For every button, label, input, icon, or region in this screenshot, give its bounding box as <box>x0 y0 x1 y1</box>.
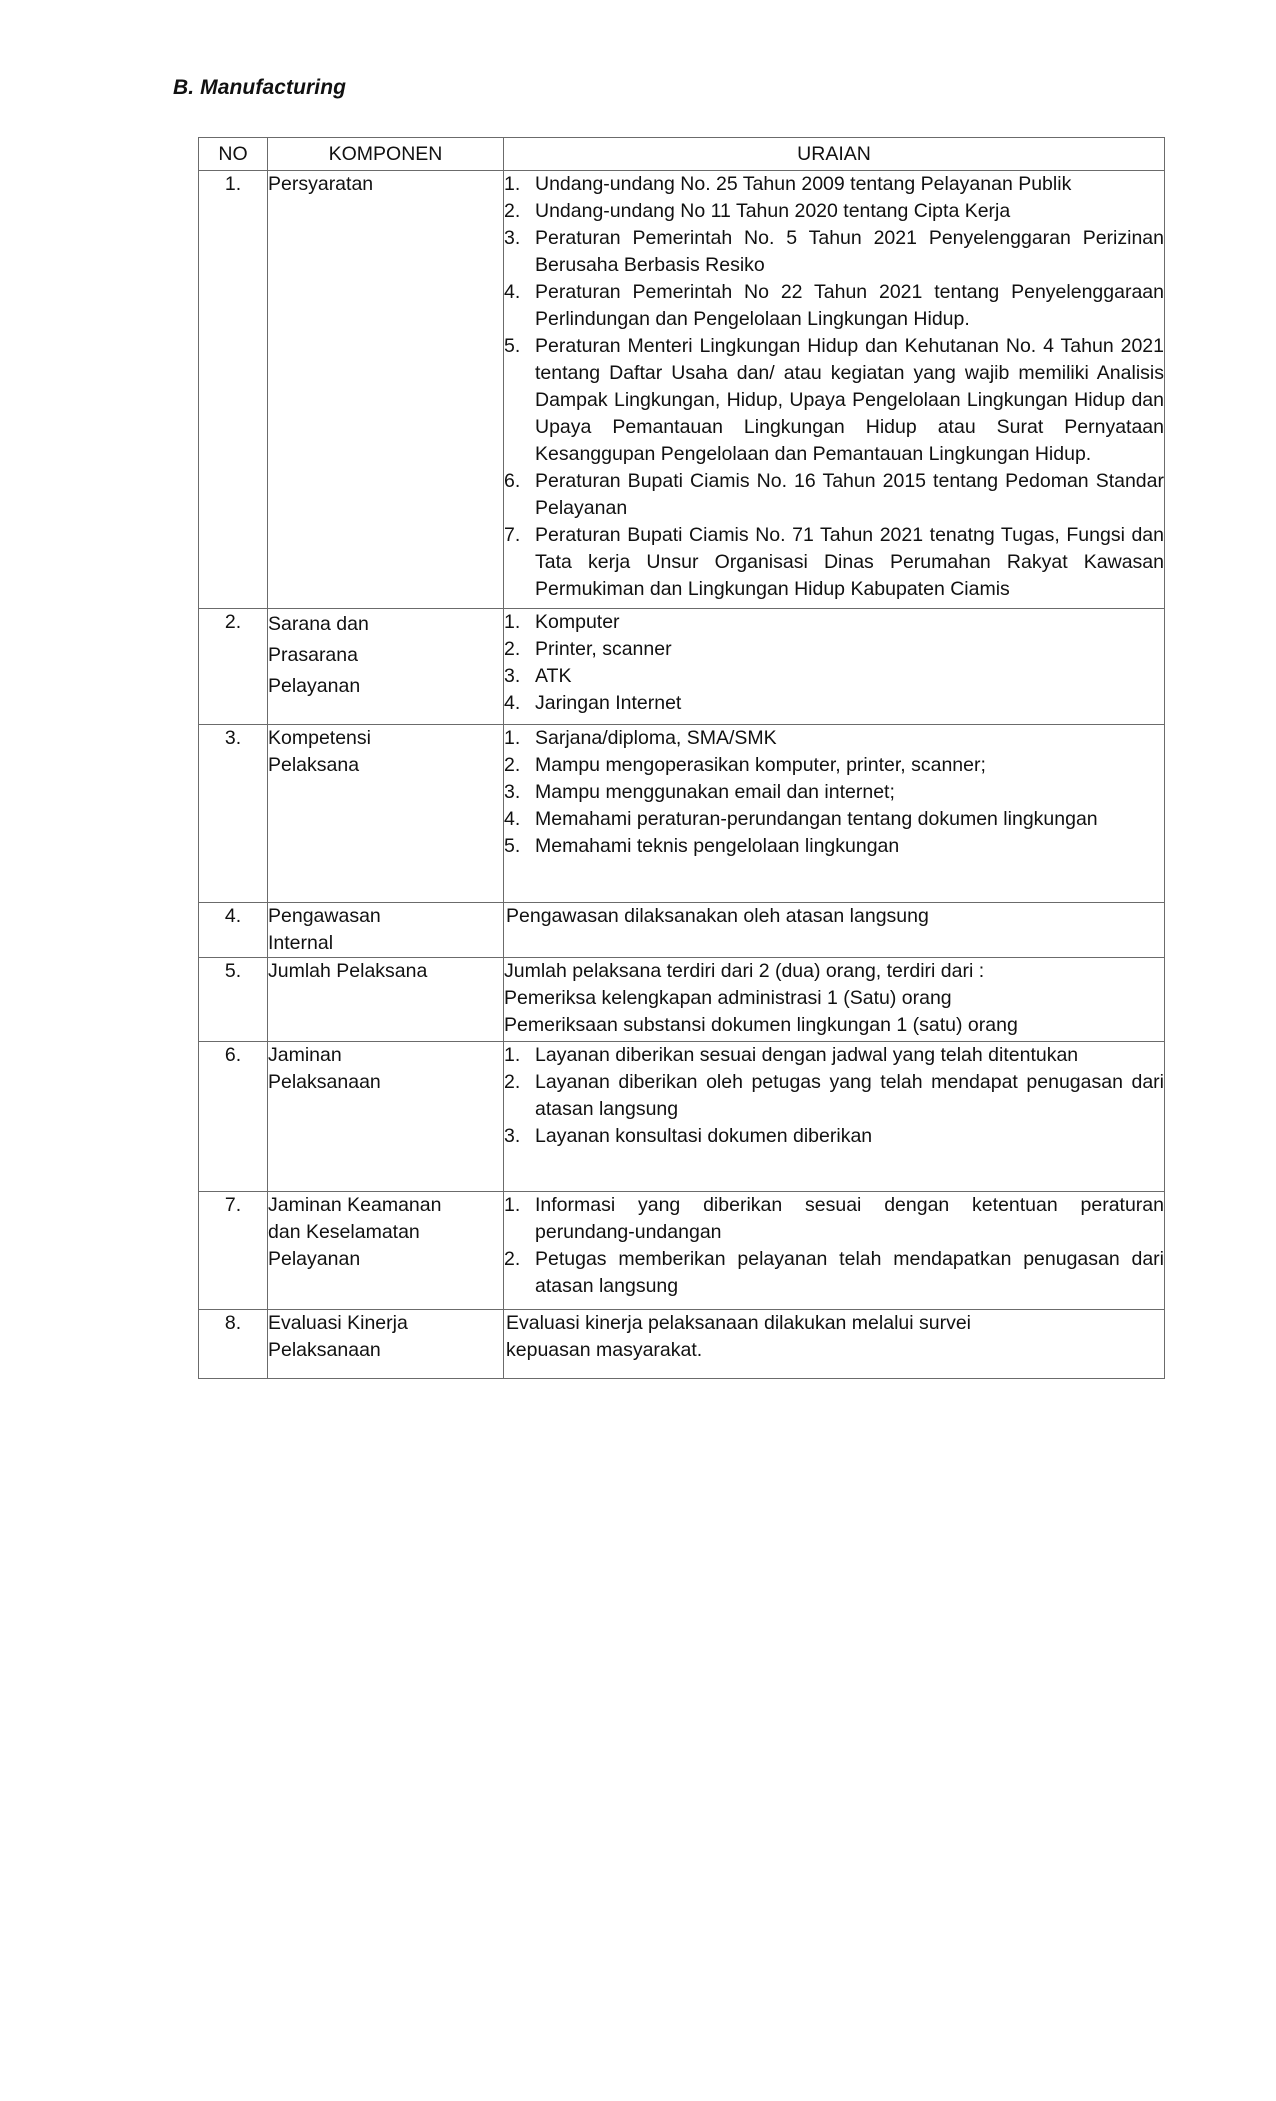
header-komponen: KOMPONEN <box>268 138 504 171</box>
komponen-line: Prasarana <box>268 644 358 666</box>
list-item-number: 2. <box>504 638 521 660</box>
list-item <box>504 333 1164 468</box>
komponen-line: Pelayanan <box>268 675 361 697</box>
list-item-text: Informasi yang diberikan sesuai dengan ketentuan peraturan perundang-undangan <box>535 1194 1164 1243</box>
list-item-number: 3. <box>504 665 521 687</box>
table-row <box>199 1310 1165 1379</box>
komponen-line: Pelaksanaan <box>268 1071 381 1093</box>
list-item-text: Undang-undang No. 25 Tahun 2009 tentang Pelayanan Publik <box>535 173 1072 195</box>
row-number: 2. <box>199 609 268 725</box>
list-item <box>504 225 1164 279</box>
row-number: 3. <box>199 725 268 903</box>
list-item-number: 1. <box>504 173 521 195</box>
komponen-cell <box>268 903 504 958</box>
list-item <box>504 1123 1164 1150</box>
komponen-cell <box>268 725 504 903</box>
uraian-line: Pemeriksaan substansi dokumen lingkungan 1 (satu) orang <box>504 1014 1018 1036</box>
row-number: 1. <box>199 171 268 609</box>
komponen-line: Jaminan Keamanan <box>268 1194 442 1216</box>
row-number: 5. <box>199 958 268 1042</box>
uraian-cell <box>504 171 1165 609</box>
list-item-text: Printer, scanner <box>535 638 672 660</box>
list-item-number: 2. <box>504 200 521 222</box>
row-number: 4. <box>199 903 268 958</box>
table-row <box>199 903 1165 958</box>
list-item-text: Jaringan Internet <box>535 692 682 714</box>
komponen-line: Pelayanan <box>268 1248 361 1270</box>
komponen-line: Jumlah Pelaksana <box>268 960 428 982</box>
uraian-line: Evaluasi kinerja pelaksanaan dilakukan melalui survei <box>506 1312 972 1334</box>
list-item <box>504 609 1164 636</box>
list-item-number: 1. <box>504 1044 521 1066</box>
list-item <box>504 198 1164 225</box>
list-item <box>504 636 1164 663</box>
list-item <box>504 752 1164 779</box>
uraian-line: kepuasan masyarakat. <box>506 1339 703 1361</box>
table-body <box>199 171 1165 1379</box>
uraian-cell <box>504 1042 1165 1192</box>
list-item-text: Layanan diberikan oleh petugas yang telah mendapat penugasan dari atasan langsung <box>535 1071 1164 1120</box>
list-item-number: 5. <box>504 335 521 357</box>
list-item-text: Mampu menggunakan email dan internet; <box>535 781 895 803</box>
list-item <box>504 663 1164 690</box>
list-item-text: Peraturan Menteri Lingkungan Hidup dan Kehutanan No. 4 Tahun 2021 tentang Daftar Usaha dan/ atau kegiatan yang wajib memiliki Analisis Dampak Lingkungan, Hidup, Upaya Pengelolaan Lingkungan Hidup dan Upaya Pemantauan Lingkungan Hidup atau Surat Pernyataan Kesanggupan Pengelolaan dan Pemantauan Lingkungan Hidup. <box>535 335 1164 465</box>
komponen-cell <box>268 171 504 609</box>
list-item-text: Peraturan Pemerintah No 22 Tahun 2021 tentang Penyelenggaraan Perlindungan dan Pengelolaan Lingkungan Hidup. <box>535 281 1164 330</box>
list-item <box>504 1042 1164 1069</box>
komponen-cell <box>268 958 504 1042</box>
list-item-number: 2. <box>504 1071 521 1093</box>
komponen-line: Persyaratan <box>268 173 374 195</box>
list-item-text: Memahami peraturan-perundangan tentang dokumen lingkungan <box>535 808 1098 830</box>
list-item <box>504 833 1164 860</box>
list-item <box>504 468 1164 522</box>
table-header-row <box>199 138 1165 171</box>
row-number: 7. <box>199 1192 268 1310</box>
komponen-cell <box>268 609 504 725</box>
list-item <box>504 1246 1164 1300</box>
list-item-number: 1. <box>504 611 521 633</box>
table-row <box>199 609 1165 725</box>
list-item <box>504 171 1164 198</box>
komponen-cell <box>268 1310 504 1379</box>
service-standard-table <box>198 137 1165 1379</box>
list-item-number: 4. <box>504 281 521 303</box>
list-item-text: Petugas memberikan pelayanan telah mendapatkan penugasan dari atasan langsung <box>535 1248 1164 1297</box>
list-item <box>504 1192 1164 1246</box>
komponen-line: Pelaksanaan <box>268 1339 381 1361</box>
list-item-number: 7. <box>504 524 521 546</box>
uraian-line: Pengawasan dilaksanakan oleh atasan langsung <box>506 905 929 927</box>
komponen-line: Kompetensi <box>268 727 371 749</box>
list-item-number: 2. <box>504 754 521 776</box>
list-item-text: Sarjana/diploma, SMA/SMK <box>535 727 777 749</box>
komponen-line: Internal <box>268 932 334 954</box>
list-item-text: Memahami teknis pengelolaan lingkungan <box>535 835 900 857</box>
uraian-list <box>504 1042 1164 1150</box>
list-item-text: Mampu mengoperasikan komputer, printer, scanner; <box>535 754 986 776</box>
list-item-text: Peraturan Bupati Ciamis No. 71 Tahun 2021 tenatng Tugas, Fungsi dan Tata kerja Unsur Organisasi Dinas Perumahan Rakyat Kawasan Permukiman dan Lingkungan Hidup Kabupaten Ciamis <box>535 524 1164 600</box>
list-item-text: Peraturan Pemerintah No. 5 Tahun 2021 Penyelenggaran Perizinan Berusaha Berbasis Resiko <box>535 227 1164 276</box>
komponen-line: Sarana dan <box>268 613 369 635</box>
list-item-number: 3. <box>504 781 521 803</box>
uraian-cell <box>504 609 1165 725</box>
uraian-line: Pemeriksa kelengkapan administrasi 1 (Satu) orang <box>504 987 952 1009</box>
table-row <box>199 1192 1165 1310</box>
komponen-line: Pelaksana <box>268 754 360 776</box>
table-row <box>199 171 1165 609</box>
komponen-cell <box>268 1042 504 1192</box>
list-item-number: 2. <box>504 1248 521 1270</box>
uraian-cell <box>504 1310 1165 1379</box>
list-item <box>504 522 1164 603</box>
list-item-number: 6. <box>504 470 521 492</box>
list-item <box>504 725 1164 752</box>
table-row <box>199 958 1165 1042</box>
list-item-text: Undang-undang No 11 Tahun 2020 tentang Cipta Kerja <box>535 200 1011 222</box>
list-item-number: 1. <box>504 1194 521 1216</box>
list-item <box>504 1069 1164 1123</box>
list-item-text: Komputer <box>535 611 620 633</box>
table-row <box>199 725 1165 903</box>
list-item-text: ATK <box>535 665 572 687</box>
uraian-list <box>504 1192 1164 1300</box>
list-item-number: 4. <box>504 808 521 830</box>
list-item-text: Peraturan Bupati Ciamis No. 16 Tahun 2015 tentang Pedoman Standar Pelayanan <box>535 470 1164 519</box>
uraian-list <box>504 725 1164 860</box>
list-item-number: 5. <box>504 835 521 857</box>
list-item <box>504 690 1164 717</box>
komponen-line: Jaminan <box>268 1044 342 1066</box>
list-item-number: 3. <box>504 1125 521 1147</box>
komponen-line: Pengawasan <box>268 905 381 927</box>
list-item <box>504 279 1164 333</box>
list-item-number: 4. <box>504 692 521 714</box>
uraian-list <box>504 609 1164 717</box>
table-row <box>199 1042 1165 1192</box>
list-item-number: 1. <box>504 727 521 749</box>
list-item-text: Layanan konsultasi dokumen diberikan <box>535 1125 873 1147</box>
uraian-cell <box>504 725 1165 903</box>
komponen-line: Evaluasi Kinerja <box>268 1312 408 1334</box>
list-item <box>504 779 1164 806</box>
uraian-cell <box>504 903 1165 958</box>
list-item-number: 3. <box>504 227 521 249</box>
section-title: B. Manufacturing <box>173 76 347 99</box>
uraian-cell <box>504 958 1165 1042</box>
uraian-line: Jumlah pelaksana terdiri dari 2 (dua) orang, terdiri dari : <box>504 960 985 982</box>
row-number: 6. <box>199 1042 268 1192</box>
uraian-cell <box>504 1192 1165 1310</box>
komponen-cell <box>268 1192 504 1310</box>
header-uraian: URAIAN <box>504 138 1165 171</box>
row-number: 8. <box>199 1310 268 1379</box>
komponen-line: dan Keselamatan <box>268 1221 420 1243</box>
uraian-list <box>504 171 1164 603</box>
list-item-text: Layanan diberikan sesuai dengan jadwal yang telah ditentukan <box>535 1044 1079 1066</box>
header-no: NO <box>199 138 268 171</box>
list-item <box>504 806 1164 833</box>
